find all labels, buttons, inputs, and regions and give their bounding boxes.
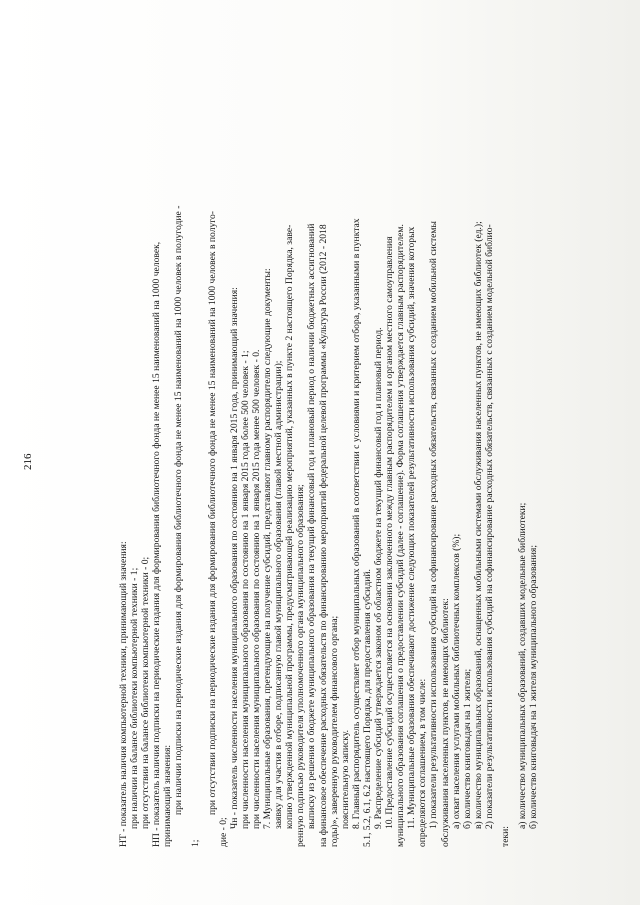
text-line: муниципального образования соглашения о предоставлении субсидий (далее - соглашение). Форма соглашения утверждается главным распорядителем. <box>395 224 407 847</box>
text-line: копию утвержденной муниципальной программы, предусматривающей реализацию мероприятий, указанных в пункте 2 настоящего Порядка, заве- <box>284 224 296 829</box>
text-line: 7. Муниципальные образования, претендующие на получение субсидий, представляют главному распорядителю следующие документы: <box>262 268 274 829</box>
text-line: б) количество книговыдач на 1 жителя; <box>461 668 473 829</box>
text-line: заявку для участия в отборе, подписанную главой муниципального образования (главой местной администрации); <box>273 360 285 829</box>
text-line: годы)», заверенную руководителем финансового органа; <box>328 615 340 847</box>
text-line: при численности населения муниципального образования по состоянию на 1 января 2015 года более 500 человек - 1; <box>239 350 251 829</box>
text-line: обслуживания населенных пунктов, не имеющих библиотек: <box>439 598 451 847</box>
text-line: при наличии подписки на периодические издания для формирования библиотечного фонда не менее 15 наименований на 1000 человек в полугодие - <box>173 205 185 815</box>
text-line: НТ - показатель наличия компьютерной техники, принимающий значения: <box>118 541 129 847</box>
text-line: 1; <box>189 839 201 847</box>
text-line: при наличии на балансе библиотеки компьютерной техники - 1; <box>129 567 141 829</box>
text-line: при отсутствии на балансе библиотеки компьютерной техники - 0; <box>140 556 152 829</box>
document-body <box>118 47 539 847</box>
text-line: а) охват населения услугами мобильных библиотечных комплексов (%); <box>450 533 462 829</box>
text-line: при численности населения муниципального образования по состоянию на 1 января 2015 года менее 500 человек - 0. <box>250 349 262 829</box>
text-line: 9. Распределение субсидий утверждается законом об областном бюджете на текущий финансовый год и плановый период. <box>372 327 384 829</box>
text-line: Чн - показатель численности населения муниципального образования по состоянию на 1 января 2015 года, принимающий значения: <box>228 287 240 829</box>
text-line: ренную подписью руководителя уполномоченного органа муниципального образования; <box>295 484 307 847</box>
text-line: 8. Главный распорядитель осуществляет отбор муниципальных образований в соответствии с условиями и критерием отбора, указанными в пунктах <box>350 218 362 829</box>
text-line: а) количество муниципальных образований, создавших модельные библиотеки; <box>517 502 528 829</box>
text-line: 2) показатели результативности использования субсидий на софинансирование расходных обязательств, связанных с созданием модельной библио- <box>483 224 495 829</box>
text-line: определяются соглашением, в том числе: <box>417 678 429 847</box>
text-line: 10. Предоставление субсидий осуществляется на основании заключенного между главным распорядителем и органом местного самоуправления <box>384 236 396 829</box>
text-line: пояснительную записку. <box>339 729 351 829</box>
text-line: б) количество книговыдач на 1 жителя муниципального образования; <box>528 545 540 829</box>
text-line: 1) показатели результативности использования субсидий на софинансирование расходных обязательств, связанных с созданием мобильной системы <box>428 221 440 829</box>
text-line: на финансовое обеспечение расходных обязательств по финансированию мероприятий федеральной целевой программы «Культура России (2012 - 2018 <box>317 224 329 847</box>
text-line: НП - показатель наличия подписки на периодические издания для формирования библиотечного фонда не менее 15 наименований на 1000 человек, <box>151 241 163 847</box>
text-line: принимающий значения: <box>162 744 174 847</box>
text-line: выписку из решения о бюджете муниципального образования на текущий финансовый год и плановый период о наличии бюджетных ассигнований <box>306 223 318 829</box>
text-line: теки: <box>500 826 511 847</box>
text-line: в) количество муниципальных образований, оснащенных мобильными системами обслуживания населенных пунктов, не имеющих библиотек (ед.); <box>472 221 484 829</box>
text-line: 11. Муниципальные образования обеспечивают достижение следующих показателей результативности использования субсидий, значения которых <box>406 226 418 829</box>
text-line: дие - 0; <box>217 817 229 847</box>
text-line: 5.1, 5.2, 6.1, 6.2 настоящего Порядка, для предоставления субсидий. <box>361 569 373 847</box>
page-number: 216 <box>22 453 34 470</box>
text-line: при отсутствии подписки на периодические издания для формирования библиотечного фонда не менее 15 наименований на 1000 человек в полуго- <box>206 211 218 815</box>
